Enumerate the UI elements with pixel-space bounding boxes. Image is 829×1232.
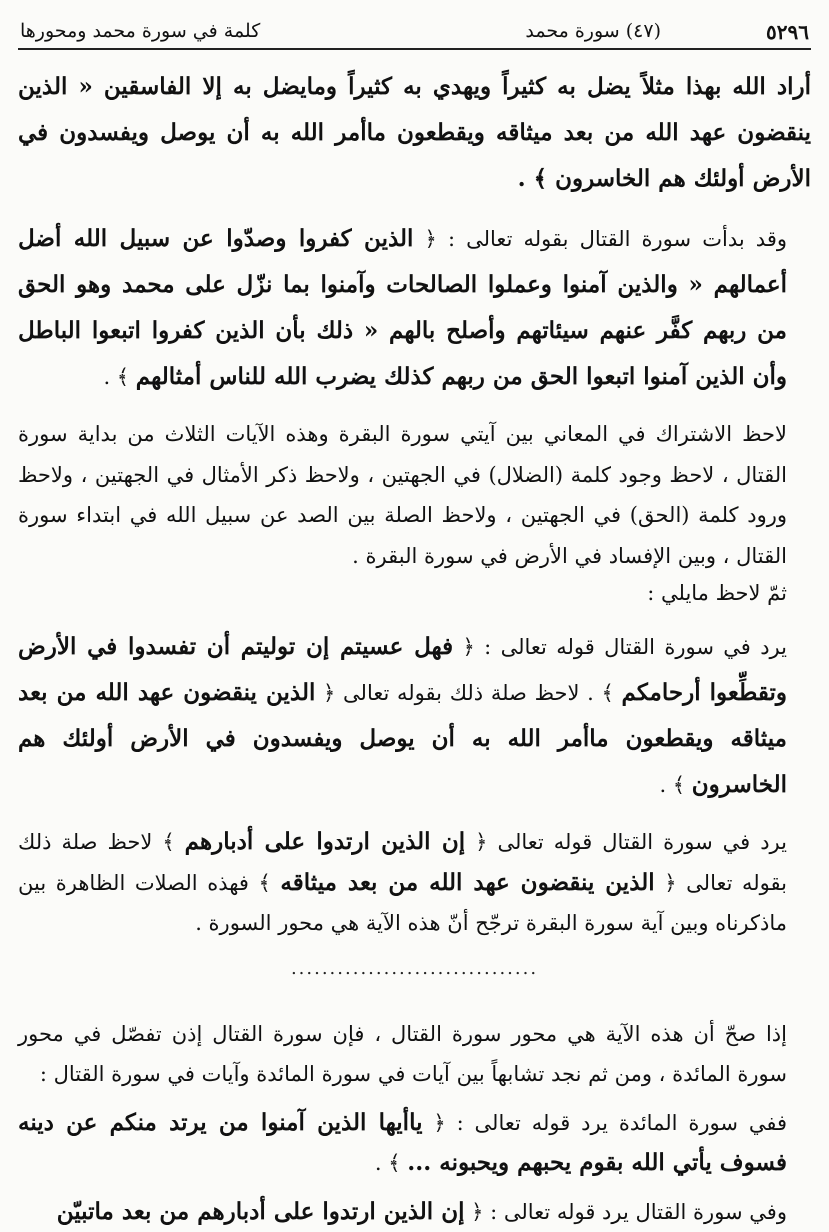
quote-text-2: الذين ينقضون عهد الله من بعد ميثاقه ويقطعون ماأمر الله به أن يوصل ويفسدون في الأرض أولئك هم الخاسرون [18, 679, 787, 798]
section-separator: ................................ [18, 954, 811, 984]
outro-text: ﴾ فهذه الصلات الظاهرة بين ماذكرناه وبين آية سورة البقرة ترجّح أنّ هذه الآية هي محور السورة . [18, 871, 787, 936]
quote-text-2: الذين ينقضون عهد الله من بعد ميثاقه [280, 869, 654, 896]
outro-text: ﴾ . [659, 773, 691, 797]
paragraph-axis-statement [18, 1014, 811, 1095]
intro-text: يرد في سورة القتال قوله تعالى : ﴿ [453, 635, 787, 659]
rubric-line: ثمّ لاحظ مايلي : [18, 576, 811, 610]
middle-text: ﴾ لاحظ صلة ذلك بقوله تعالى ﴿ [18, 830, 787, 895]
page-header [18, 14, 811, 50]
middle-text: ﴾ . لاحظ صلة ذلك بقوله تعالى ﴿ [315, 681, 621, 705]
paragraph-comparison-1 [18, 624, 811, 808]
paragraph-comparison-2 [18, 822, 811, 944]
commentary-text: إذا صحّ أن هذه الآية هي محور سورة القتال ، فإن سورة القتال إذن تفصّل في محور سورة المائدة ، ومن ثم نجد تشابهاً بين آيات في سورة المائدة وآيات في سورة القتال : [18, 1022, 787, 1087]
quote-text: أراد الله بهذا مثلاً يضل به كثيراً ويهدي به كثيراً ومايضل به إلا الفاسقين « الذين ينقضون عهد الله من بعد ميثاقه ويقطعون ماأمر الله به أن يوصل ويفسدون في الأرض أولئك هم الخاسرون ﴾ . [18, 73, 811, 192]
outro-text: ﴾ . [375, 1151, 407, 1175]
quote-text: الذين كفروا وصدّوا عن سبيل الله أضل أعمالهم « والذين آمنوا وعملوا الصالحات وآمنوا بما نزّل على محمد وهو الحق من ربهم كفَّر عنهم سيئاتهم وأصلح بالهم « ذلك بأن الذين كفروا اتبعوا الباطل وأن الذين آمنوا اتبعوا الحق من ربهم كذلك يضرب الله للناس أمثالهم [18, 225, 787, 390]
intro-text: وقد بدأت سورة القتال بقوله تعالى : ﴿ [413, 227, 787, 251]
paragraph-maidah-quote [18, 1103, 811, 1184]
commentary-text: لاحظ الاشتراك في المعاني بين آيتي سورة البقرة وهذه الآيات الثلاث من بداية سورة القتال ، لاحظ وجود كلمة (الضلال) في الجهتين ، ولاحظ ذكر الأمثال في الجهتين ، ولاحظ ورود كلمة (الحق) في الجهتين ، ولاحظ الصلة بين الصد عن سبيل الله في ابتداء سورة القتال ، وبين الإفساد في الأرض في سورة البقرة . [18, 422, 787, 568]
surah-label: (٤٧) سورة محمد [525, 20, 661, 42]
quote-text: فهل عسيتم إن توليتم أن تفسدوا في الأرض وتقطِّعوا أرحامكم [18, 633, 787, 706]
quote-text: ياأيها الذين آمنوا من يرتد منكم عن دينه فسوف يأتي الله بقوم يحبهم ويحبونه ... [18, 1109, 787, 1177]
quote-text: إن الذين ارتدوا على أدبارهم من بعد ماتبيّن [57, 1198, 465, 1225]
page-body [18, 64, 811, 1232]
intro-text: وفي سورة القتال يرد قوله تعالى : ﴿ [464, 1200, 787, 1224]
paragraph-quran-quote [18, 64, 811, 202]
intro-text: يرد في سورة القتال قوله تعالى ﴿ [465, 830, 787, 854]
running-title: كلمة في سورة محمد ومحورها [20, 20, 260, 42]
intro-text: ففي سورة المائدة يرد قوله تعالى : ﴿ [422, 1111, 787, 1135]
paragraph-surah-opening [18, 216, 811, 400]
paragraph-commentary [18, 414, 811, 576]
page-number: ٥٢٩٦ [766, 20, 809, 44]
quote-text: إن الذين ارتدوا على أدبارهم [185, 828, 466, 855]
paragraph-qital-quote [18, 1192, 811, 1232]
outro-text: ﴾ . [103, 365, 135, 389]
